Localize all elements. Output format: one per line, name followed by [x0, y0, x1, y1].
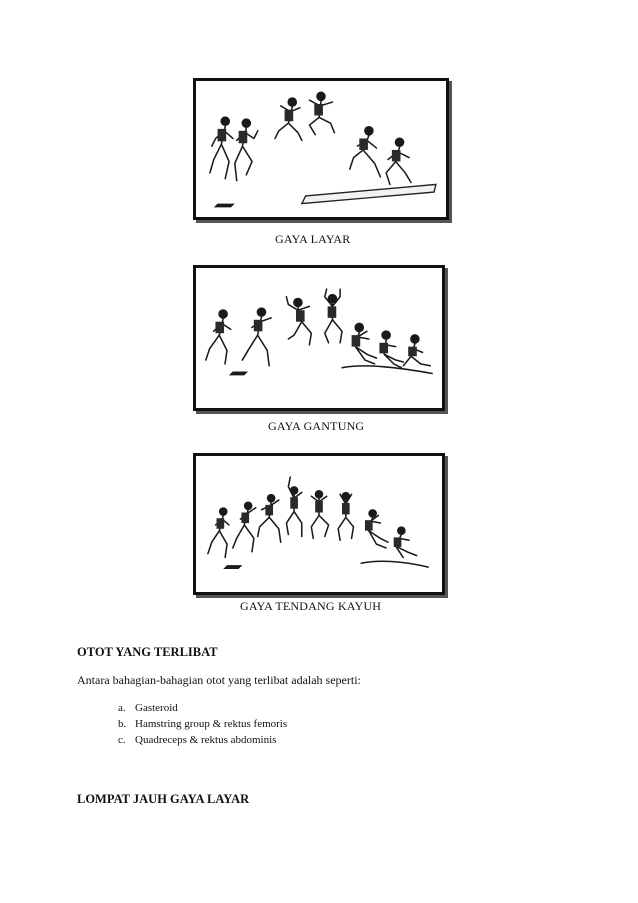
athlete-figure — [325, 289, 342, 343]
long-jump-sequence-illustration — [196, 81, 446, 217]
athlete-figure — [403, 334, 430, 366]
athlete-figure — [233, 501, 256, 551]
figure-caption: GAYA LAYAR — [275, 232, 351, 246]
list-item: c. Quadreceps & rektus abdominis — [118, 734, 277, 746]
athlete-figure — [258, 494, 281, 542]
sand-line — [361, 561, 428, 567]
section-intro: Antara bahagian-bahagian otot yang terlibat adalah seperti: — [77, 673, 361, 687]
athlete-figure — [208, 507, 229, 557]
athlete-figure — [286, 297, 311, 345]
athlete-figure — [275, 97, 302, 140]
athlete-figure — [379, 330, 403, 367]
takeoff-board — [229, 372, 248, 376]
athlete-figure — [206, 309, 231, 364]
takeoff-board — [214, 204, 235, 208]
athlete-figure — [235, 118, 258, 180]
athlete-figure — [242, 307, 271, 365]
athlete-figure — [352, 323, 377, 364]
sand-line — [342, 366, 432, 374]
figure-caption: GAYA TENDANG KAYUH — [240, 599, 382, 613]
athlete-figure — [386, 138, 411, 185]
section-heading: LOMPAT JAUH GAYA LAYAR — [77, 792, 250, 806]
figure-gaya-layar — [193, 78, 449, 220]
section-heading: OTOT YANG TERLIBAT — [77, 645, 218, 659]
muscle-list — [118, 700, 287, 748]
list-item: a. Gasteroid — [118, 702, 178, 714]
athlete-figure — [394, 526, 417, 557]
athlete-figure — [350, 126, 381, 177]
list-item: b. Hamstring group & rektus femoris — [118, 718, 288, 730]
athlete-figure — [310, 92, 335, 135]
figure-caption: GAYA GANTUNG — [268, 419, 365, 433]
athlete-figure — [365, 509, 388, 548]
athlete-figure — [286, 477, 301, 536]
figure-gaya-tendang-kayuh — [193, 453, 445, 595]
athlete-figure — [338, 492, 353, 540]
athlete-figure — [311, 490, 328, 538]
athlete-figure — [210, 116, 233, 178]
long-jump-sequence-illustration — [196, 456, 442, 592]
long-jump-sequence-illustration — [196, 268, 442, 408]
takeoff-board — [223, 565, 242, 569]
figure-gaya-gantung — [193, 265, 445, 411]
sand-pit — [302, 184, 436, 203]
